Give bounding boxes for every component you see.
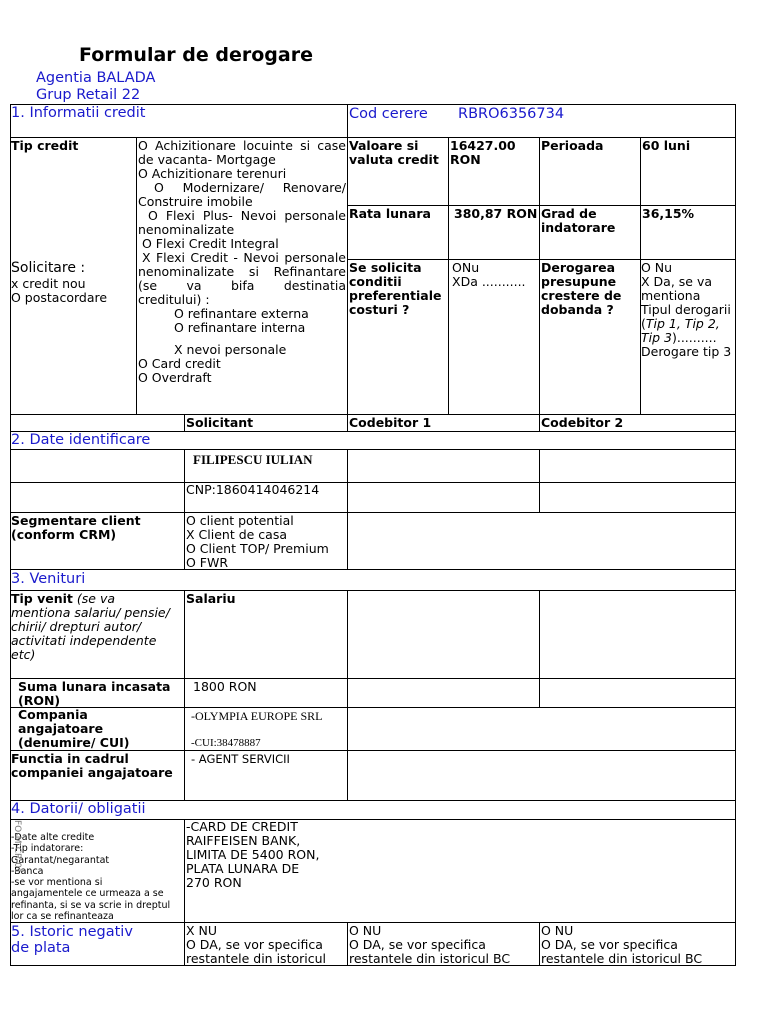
datorii-line-5: -se vor mentiona si	[11, 877, 103, 889]
tip-venit-hint-2: mentiona salariu/ pensie/	[11, 605, 170, 620]
opt-terenuri: O Achizitionare terenuri	[138, 166, 287, 181]
istoric-codebitor-1	[349, 924, 510, 966]
functia-label-2: companiei angajatoare	[11, 765, 173, 780]
seg-top: O Client TOP/ Premium	[186, 541, 329, 556]
side-form-code: FO-M-CR-01	[12, 820, 22, 874]
tip-venit-value: Salariu	[186, 591, 236, 606]
istoric-c2-da: O DA, se vor specifica	[541, 937, 678, 952]
opt-overdraft: O Overdraft	[138, 370, 212, 385]
derogare-selected: Derogare tip 3	[641, 344, 732, 359]
tip-credit-label: Tip credit	[11, 138, 79, 153]
derogare-label-1: Derogarea	[541, 260, 616, 275]
functia-label-1: Functia in cadrul	[11, 751, 129, 766]
compania-label-3: (denumire/ CUI)	[18, 735, 130, 750]
pref-label-2: conditii	[349, 274, 402, 289]
opt-flexi-plus: O Flexi Plus- Nevoi personale	[148, 208, 346, 223]
datorii-line-1: -Date alte credite	[11, 832, 95, 843]
istoric-c1-note: restantele din istoricul BC	[349, 951, 511, 966]
section-1-heading: 1. Informatii credit	[11, 105, 146, 121]
solicitare-label: Solicitare :	[11, 260, 86, 276]
segmentare-label-2: (conform CRM)	[11, 527, 117, 542]
valoare-currency: RON	[450, 152, 481, 167]
opt-flexi-credit-2: nenominalizate si Refinantare	[138, 264, 346, 279]
datorii-line-4: -Banca	[11, 865, 44, 877]
datorii-value	[186, 820, 319, 890]
compania-label-1: Compania	[18, 707, 88, 722]
client-name: FILIPESCU IULIAN	[193, 452, 313, 467]
istoric-sol-nu: X NU	[186, 923, 218, 938]
segmentare-options	[186, 514, 329, 570]
section-3-heading: 3. Venituri	[11, 571, 86, 587]
opt-modernizare: O Modernizare/ Renovare/	[154, 180, 346, 195]
tip-venit-label	[11, 592, 183, 662]
compania-label-2: angajatoare	[18, 721, 104, 736]
compania-label	[18, 708, 130, 750]
derogare-mentiona: mentiona	[641, 288, 701, 303]
pref-label	[349, 261, 442, 317]
perioada-value: 60 luni	[642, 138, 691, 153]
pref-label-3: preferentiale	[349, 288, 442, 303]
opt-nevoi-personale: X nevoi personale	[174, 342, 287, 357]
istoric-sol-note: restantele din istoricul	[186, 951, 326, 966]
opt-card-credit: O Card credit	[138, 356, 221, 371]
dots: )..........	[671, 330, 717, 345]
opt-mortgage-2: de vacanta- Mortgage	[138, 152, 276, 167]
functia-label	[11, 752, 173, 780]
opt-flexi-credit-3: (se va bifa destinatia	[138, 278, 346, 293]
sol-postacordare: O postacordare	[11, 290, 108, 305]
seg-potential: O client potential	[186, 513, 294, 528]
col-codebitor-1: Codebitor 1	[349, 415, 432, 430]
agency-block	[36, 70, 155, 104]
valoare-label	[349, 139, 439, 167]
grad-value: 36,15%	[642, 206, 695, 221]
suma-label	[18, 680, 171, 708]
rata-value: 380,87 RON	[454, 206, 538, 221]
section-5-heading-1: 5. Istoric negativ	[11, 924, 133, 940]
istoric-solicitant	[186, 924, 326, 966]
sol-credit-nou: x credit nou	[11, 276, 86, 291]
grad-label-2: indatorare	[541, 220, 616, 235]
col-codebitor-2: Codebitor 2	[541, 415, 624, 430]
opt-flexi-integral: O Flexi Credit Integral	[142, 236, 279, 251]
datorii-value-1: -CARD DE CREDIT	[186, 819, 298, 834]
derogare-label-4: dobanda ?	[541, 302, 614, 317]
datorii-value-4: PLATA LUNARA DE	[186, 861, 300, 876]
datorii-line-6: angajamentele ce urmeaza a se	[11, 888, 164, 900]
segmentare-label-1: Segmentare client	[11, 513, 141, 528]
opt-flexi-credit-4: creditului) :	[138, 292, 210, 307]
derogare-tipuri	[641, 317, 736, 331]
opt-flexi-plus-2: nenominalizate	[138, 222, 235, 237]
datorii-instructions	[11, 832, 187, 922]
form-title: Formular de derogare	[79, 44, 313, 66]
suma-value: 1800 RON	[193, 679, 257, 694]
istoric-c2-nu: O NU	[541, 923, 574, 938]
datorii-line-3: Garantat/negarantat	[11, 854, 110, 866]
istoric-c2-note: restantele din istoricul BC	[541, 951, 703, 966]
section-5-heading-2: de plata	[11, 940, 71, 956]
tip-venit-title: Tip venit	[11, 591, 73, 606]
istoric-codebitor-2	[541, 924, 702, 966]
derogare-label-2: presupune	[541, 274, 617, 289]
functia-value: - AGENT SERVICII	[191, 752, 290, 766]
datorii-value-2: RAIFFEISEN BANK,	[186, 833, 301, 848]
cod-cerere-value: RBRO6356734	[458, 106, 565, 122]
datorii-line-2: -Tip indatorare:	[11, 843, 84, 855]
agency-name: Agentia BALADA	[36, 70, 156, 86]
derogare-label-3: crestere de	[541, 288, 622, 303]
opt-mortgage: O Achizitionare locuinte si case	[138, 138, 346, 153]
istoric-sol-da: O DA, se vor specifica	[186, 937, 323, 952]
section-4-heading: 4. Datorii/ obligatii	[11, 801, 146, 817]
istoric-c1-da: O DA, se vor specifica	[349, 937, 486, 952]
datorii-value-5: 270 RON	[186, 875, 242, 890]
group-name: Grup Retail 22	[36, 87, 141, 103]
seg-fwr: O FWR	[186, 555, 229, 570]
derogare-label	[541, 261, 621, 317]
derogare-nu: O Nu	[641, 260, 673, 275]
col-solicitant: Solicitant	[186, 415, 254, 430]
derogare-da: X Da, se va	[641, 274, 713, 289]
pref-nu: ONu	[452, 260, 480, 275]
valoare-label-1: Valoare si	[349, 138, 419, 153]
tip-list: Tip 1, Tip 2,	[645, 316, 720, 331]
tip-venit-hint-4: activitati independente	[11, 633, 157, 648]
opt-flexi-credit: X Flexi Credit - Nevoi personale	[142, 250, 346, 265]
tip-venit-hint-5: etc)	[11, 647, 36, 662]
perioada-label: Perioada	[541, 138, 604, 153]
suma-label-2: (RON)	[18, 693, 61, 708]
client-cnp: CNP:1860414046214	[186, 482, 320, 497]
solicitare-options	[11, 277, 107, 305]
tip3: Tip 3	[641, 330, 672, 345]
valoare-label-2: valuta credit	[349, 152, 439, 167]
datorii-line-8: lor ca se refinanteaza	[11, 911, 114, 923]
seg-casa: X Client de casa	[186, 527, 288, 542]
credit-type-options	[138, 139, 346, 385]
derogare-options	[641, 261, 736, 359]
pref-da: XDa ...........	[452, 274, 526, 289]
tip-venit-line1	[11, 592, 183, 606]
datorii-line-7: refinanta, si se va scrie in dreptul	[11, 899, 171, 911]
opt-refinantare-interna: O refinantare interna	[174, 320, 306, 335]
suma-label-1: Suma lunara incasata	[18, 679, 171, 694]
paren-open: (	[641, 316, 646, 331]
grad-label-1: Grad de	[541, 206, 597, 221]
rata-label: Rata lunara	[349, 206, 431, 221]
pref-label-4: costuri ?	[349, 302, 410, 317]
tip-venit-hint-3: chirii/ drepturi autor/	[11, 619, 142, 634]
istoric-c1-nu: O NU	[349, 923, 382, 938]
section-5-heading	[11, 924, 133, 956]
pref-label-1: Se solicita	[349, 260, 422, 275]
opt-modernizare-2: Construire imobile	[138, 194, 253, 209]
compania-cui: -CUI:38478887	[191, 737, 261, 749]
tip-venit-hint-1: (se va	[76, 591, 116, 606]
opt-refinantare-externa: O refinantare externa	[174, 306, 309, 321]
derogare-tipul: Tipul derogarii	[641, 302, 731, 317]
segmentare-label	[11, 514, 141, 542]
pref-options	[452, 261, 526, 289]
derogare-tip3	[641, 331, 736, 345]
cod-cerere-label: Cod cerere	[349, 106, 428, 122]
grad-label	[541, 207, 615, 235]
datorii-value-3: LIMITA DE 5400 RON,	[186, 847, 320, 862]
section-2-heading: 2. Date identificare	[11, 432, 151, 448]
compania-name: -OLYMPIA EUROPE SRL	[191, 709, 323, 723]
valoare-value	[450, 139, 516, 167]
valoare-amount: 16427.00	[450, 138, 516, 153]
